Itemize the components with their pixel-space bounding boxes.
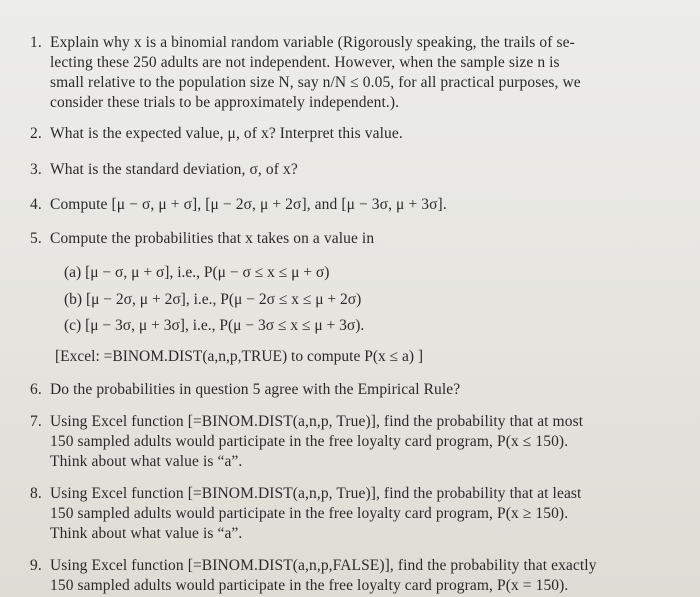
question-number: 5. <box>30 230 42 247</box>
subitem-c <box>64 316 364 336</box>
question-3 <box>30 160 680 180</box>
question-text-line: Do the probabilities in question 5 agree with the Empirical Rule? <box>50 381 461 398</box>
question-7 <box>30 412 680 472</box>
question-text-line: What is the expected value, μ, of x? Interpret this value. <box>50 125 403 142</box>
question-number: 6. <box>30 381 42 398</box>
question-number: 2. <box>30 125 42 142</box>
question-8 <box>30 484 680 544</box>
question-text-line: Think about what value is “a”. <box>50 525 243 542</box>
question-number: 8. <box>30 485 42 502</box>
question-number: 9. <box>30 557 42 574</box>
question-text-line: Using Excel function [=BINOM.DIST(a,n,p,FALSE)], find the probability that exactly <box>50 557 597 574</box>
question-text-line: Using Excel function [=BINOM.DIST(a,n,p, True)], find the probability that at most <box>50 413 584 430</box>
subitem-b <box>64 290 361 310</box>
subitem-text: (c) [μ − 3σ, μ + 3σ], i.e., P(μ − 3σ ≤ x ≤ μ + 3σ). <box>64 317 365 334</box>
excel-note <box>55 347 423 367</box>
question-text-line: 150 sampled adults would participate in the free loyalty card program, P(x ≤ 150). <box>50 433 569 450</box>
question-number: 4. <box>30 196 42 213</box>
question-2 <box>30 124 680 144</box>
question-number: 1. <box>30 34 42 51</box>
question-text-line: Compute the probabilities that x takes on a value in <box>50 230 375 247</box>
question-text-line: Think about what value is “a”. <box>50 453 243 470</box>
subitem-text: (b) [μ − 2σ, μ + 2σ], i.e., P(μ − 2σ ≤ x ≤ μ + 2σ) <box>64 291 362 308</box>
subitem-a <box>64 263 329 283</box>
question-text-line: Using Excel function [=BINOM.DIST(a,n,p, True)], find the probability that at least <box>50 485 582 502</box>
excel-note-text: [Excel: =BINOM.DIST(a,n,p,TRUE) to compute P(x ≤ a) ] <box>55 348 424 365</box>
question-5 <box>30 229 680 249</box>
question-9 <box>30 556 680 596</box>
question-6 <box>30 380 680 400</box>
question-1 <box>30 33 680 113</box>
question-4 <box>30 195 680 215</box>
question-text-line: Explain why x is a binomial random variable (Rigorously speaking, the trails of se- <box>50 34 575 51</box>
question-text-line: 150 sampled adults would participate in the free loyalty card program, P(x = 150). <box>50 577 569 594</box>
question-number: 3. <box>30 161 42 178</box>
subitem-text: (a) [μ − σ, μ + σ], i.e., P(μ − σ ≤ x ≤ μ + σ) <box>64 264 330 281</box>
question-text-line: Compute [μ − σ, μ + σ], [μ − 2σ, μ + 2σ], and [μ − 3σ, μ + 3σ]. <box>50 196 447 213</box>
question-number: 7. <box>30 413 42 430</box>
question-text-line: small relative to the population size N, say n/N ≤ 0.05, for all practical purposes, we <box>50 74 581 91</box>
question-text-line: lecting these 250 adults are not independent. However, when the sample size n is <box>50 54 560 71</box>
question-text-line: 150 sampled adults would participate in the free loyalty card program, P(x ≥ 150). <box>50 505 569 522</box>
question-text-line: What is the standard deviation, σ, of x? <box>50 161 298 178</box>
question-text-line: consider these trials to be approximately independent.). <box>50 94 400 111</box>
